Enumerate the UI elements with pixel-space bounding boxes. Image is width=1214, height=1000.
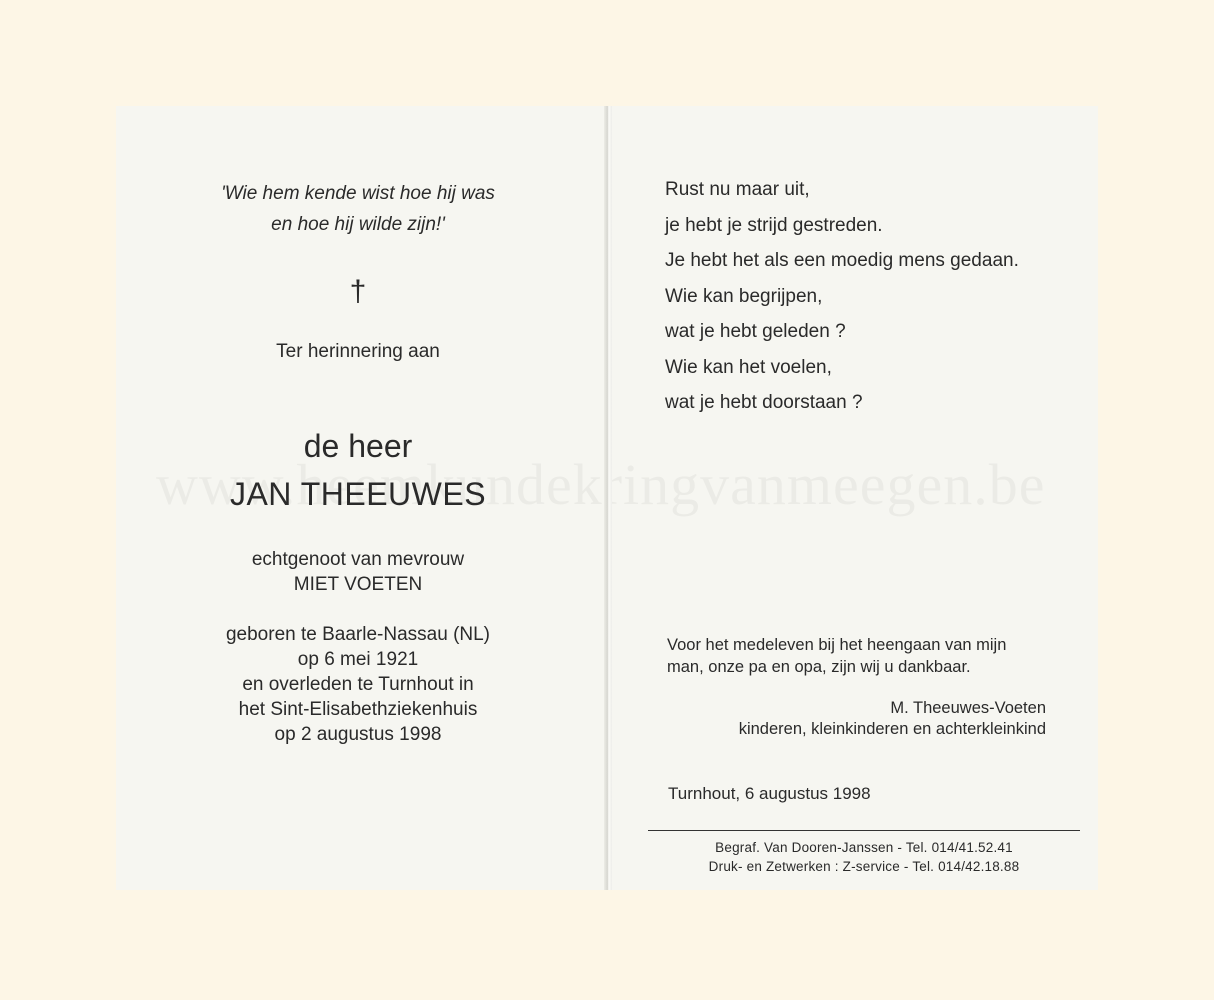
memorial-card [116, 106, 1098, 890]
deceased-name: JAN THEEUWES [229, 476, 487, 512]
spouse-line: echtgenoot van mevrouw [251, 549, 465, 570]
life-details [116, 622, 600, 747]
salutation: de heer [303, 428, 413, 464]
remembrance-label: Ter herinnering aan [276, 341, 440, 362]
signature-line: M. Theeuwes-Voeten [890, 699, 1046, 717]
life-line: het Sint-Elisabethziekenhuis [238, 699, 478, 720]
signature-line: kinderen, kleinkinderen en achterkleinkind [738, 720, 1046, 738]
poem [665, 172, 1019, 421]
family-signature [670, 698, 1046, 740]
thanks-line: Voor het medeleven bij het heengaan van mijn [667, 636, 1007, 654]
poem-line: wat je hebt geleden ? [665, 321, 846, 342]
credit-line: Begraf. Van Dooren-Janssen - Tel. 014/41.52.41 [715, 840, 1013, 855]
left-page [116, 106, 606, 890]
quote [116, 178, 600, 240]
life-line: en overleden te Turnhout in [242, 674, 474, 695]
life-line: op 2 augustus 1998 [274, 724, 442, 745]
life-line: op 6 mei 1921 [297, 649, 419, 670]
thanks-line: man, onze pa en opa, zijn wij u dankbaar. [667, 658, 971, 676]
divider [648, 830, 1080, 831]
spouse-line: MIET VOETEN [293, 574, 423, 595]
poem-line: Je hebt het als een moedig mens gedaan. [665, 250, 1019, 271]
cross-icon: † [349, 275, 367, 308]
right-page [610, 106, 1098, 890]
poem-line: Rust nu maar uit, [665, 179, 810, 200]
thanks-message [667, 634, 1057, 678]
printer-credits [648, 838, 1080, 876]
quote-line: en hoe hij wilde zijn!' [271, 214, 445, 235]
spouse-info [116, 547, 600, 597]
credit-line: Druk- en Zetwerken : Z-service - Tel. 014/42.18.88 [708, 859, 1020, 874]
quote-line: 'Wie hem kende wist hoe hij was [221, 183, 495, 204]
life-line: geboren te Baarle-Nassau (NL) [225, 624, 491, 645]
poem-line: wat je hebt doorstaan ? [665, 392, 863, 413]
poem-line: Wie kan begrijpen, [665, 285, 823, 307]
date-line: Turnhout, 6 augustus 1998 [668, 784, 871, 803]
poem-line: je hebt je strijd gestreden. [665, 214, 883, 236]
poem-line: Wie kan het voelen, [665, 356, 832, 378]
